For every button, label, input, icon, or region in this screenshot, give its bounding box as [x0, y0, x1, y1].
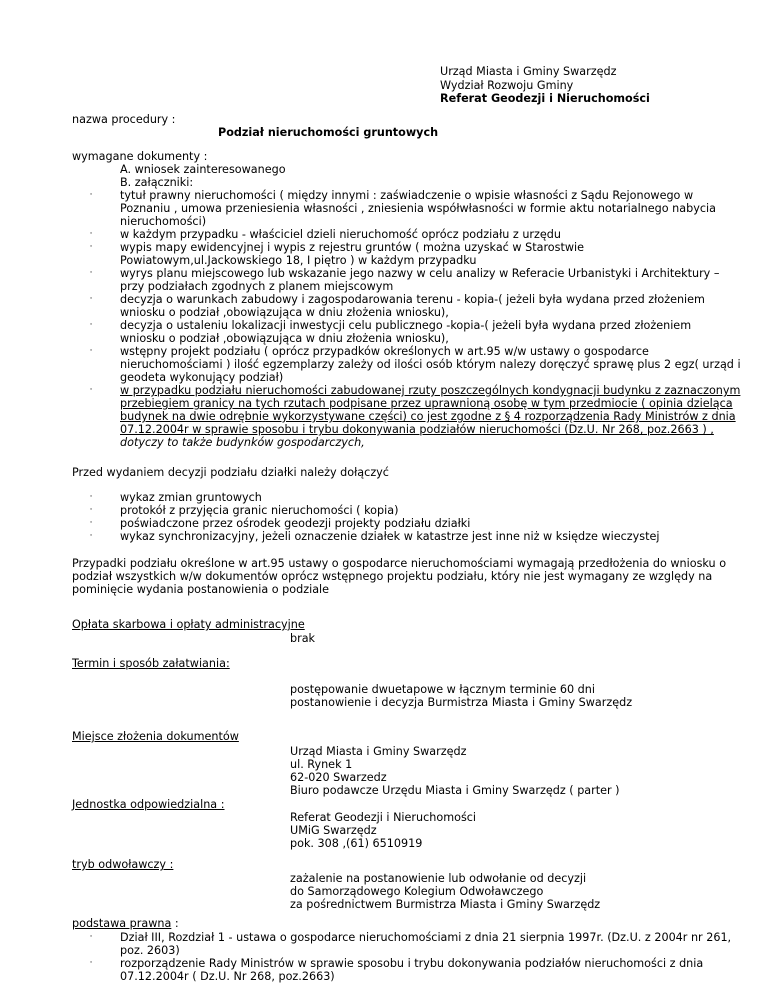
docs-item-b: B. załączniki:: [120, 176, 194, 189]
list-item: wykaz zmian gruntowych: [120, 491, 262, 504]
bullet: ·: [89, 958, 93, 968]
list-item: decyzja o ustaleniu lokalizacji inwestycji celu publicznego -kopia-( jeżeli była wydana przed złożeniem wniosku o podział ,obowiązująca w dniu złożenia wniosku),: [120, 319, 692, 345]
list-item: protokół z przyjęcia granic nieruchomości ( kopia): [120, 504, 399, 517]
list-item-underlined: w przypadku podziału nieruchomości zabudowanej rzuty poszczególnych kondygnacji budynku z zaznaczonym przebiegiem granicy na tych rzutach podpisane przez uprawnioną osobę w tym przedmiocie ( opinia dzieląca budynek na dwie odrębnie wykorzystywane części) co jest zgodne z § 4 rozporządzenia Rady Ministrów z dnia 07.12.2004r w sprawie sposobu i trybu dokonywania podziałów nieruchomości (Dz.U. Nr 268, poz.2663 ) ,: [120, 384, 741, 436]
list-item: decyzja o warunkach zabudowy i zagospodarowania terenu - kopia-( jeżeli była wydana przed złożeniem wniosku o podział ,obowiązująca w dniu złożenia wniosku),: [120, 293, 705, 319]
fees-label: Opłata skarbowa i opłaty administracyjne: [72, 618, 305, 631]
bullet: ·: [89, 320, 93, 330]
list-item: wypis mapy ewidencyjnej i wypis z rejestru gruntów ( można uzyskać w Starostwie Powiatowym,ul.Jackowskiego 18, I piętro ) w każdym przypadku: [120, 241, 584, 267]
office-name: Urząd Miasta i Gminy Swarzędz: [440, 65, 617, 78]
list-item: wstępny projekt podziału ( oprócz przypadków określonych w art.95 w/w ustawy o gospodarce nieruchomościami ) ilość egzemplarzy zależy od ilości osób którym nalezy doręczyć sprawę plus 2 egz( urząd i geodeta wykonujący podział): [120, 345, 741, 384]
bullet: ·: [89, 932, 93, 942]
department-name: Wydział Rozwoju Gminy: [440, 79, 574, 92]
bullet: ·: [89, 492, 93, 502]
legal-heading: [72, 917, 179, 930]
procedure-label: nazwa procedury :: [72, 113, 176, 126]
list-item: Dział III, Rozdział 1 - ustawa o gospodarce nieruchomościami z dnia 21 sierpnia 1997r. (Dz.U. z 2004r nr 261, poz. 2603): [120, 931, 732, 957]
legal-label: podstawa prawna: [72, 917, 172, 930]
list-item: wyrys planu miejscowego lub wskazanie jego nazwy w celu analizy w Referacie Urbanistyki i Architektury – przy podziałach zgodnych z planem miejscowym: [120, 267, 720, 293]
section-name: Referat Geodezji i Nieruchomości: [440, 92, 650, 105]
place-value: Urząd Miasta i Gminy Swarzędz ul. Rynek 1 62-020 Swarzedz Biuro podawcze Urzędu Miasta i Gminy Swarzędz ( parter ): [290, 745, 620, 797]
appeal-value: zażalenie na postanowienie lub odwołanie od decyzji do Samorządowego Kolegium Odwoławczego za pośrednictwem Burmistrza Miasta i Gminy Swarzędz: [290, 872, 601, 911]
bullet: ·: [89, 531, 93, 541]
bullet: ·: [89, 294, 93, 304]
docs-label: wymagane dokumenty :: [72, 150, 208, 163]
bullet: ·: [89, 385, 93, 395]
list-item: tytuł prawny nieruchomości ( między innymi : zaświadczenie o wpisie własności z Sądu Rejonowego w Poznaniu , umowa przeniesienia własności , zniesienia współwłasności w formie aktu notarialnego nabycia nieruchomości): [120, 189, 716, 228]
legal-colon: :: [171, 917, 179, 930]
procedure-title: Podział nieruchomości gruntowych: [218, 126, 439, 139]
list-item: poświadczone przez ośrodek geodezji projekty podziału działki: [120, 517, 471, 530]
bullet: ·: [89, 190, 93, 200]
cases-paragraph: Przypadki podziału określone w art.95 ustawy o gospodarce nieruchomościami wymagają przedłożenia do wniosku o podział wszystkich w/w dokumentów oprócz wstępnego projektu podziału, który nie jest wymagany ze względy na pominięcie wydania postanowienia o podziale: [72, 557, 727, 596]
list-item: rozporządzenie Rady Ministrów w sprawie sposobu i trybu dokonywania podziałów nieruchomości z dnia 07.12.2004r ( Dz.U. Nr 268, poz.2663): [120, 957, 704, 983]
unit-value: Referat Geodezji i Nieruchomości UMiG Swarzędz pok. 308 ,(61) 6510919: [290, 811, 477, 850]
appeal-label: tryb odwoławczy :: [72, 858, 174, 871]
list-item-italic: dotyczy to także budynków gospodarczych,: [120, 436, 365, 449]
bullet: ·: [89, 346, 93, 356]
term-label: Termin i sposób załatwiania:: [72, 657, 230, 670]
term-value: postępowanie dwuetapowe w łącznym terminie 60 dni postanowienie i decyzja Burmistrza Miasta i Gminy Swarzędz: [290, 683, 633, 709]
docs-item-a: A. wniosek zainteresowanego: [120, 163, 286, 176]
bullet: ·: [89, 268, 93, 278]
place-label: Miejsce złożenia dokumentów: [72, 730, 239, 743]
fees-value: brak: [290, 632, 316, 645]
unit-label: Jednostka odpowiedzialna :: [72, 798, 225, 811]
list-item: wykaz synchronizacyjny, jeżeli oznaczenie działek w katastrze jest inne niż w księdze wieczystej: [120, 530, 660, 543]
bullet: ·: [89, 242, 93, 252]
bullet: ·: [89, 229, 93, 239]
bullet: ·: [89, 518, 93, 528]
before-label: Przed wydaniem decyzji podziału działki należy dołączyć: [72, 466, 389, 479]
list-item: w każdym przypadku - właściciel dzieli nieruchomość oprócz podziału z urzędu: [120, 228, 561, 241]
bullet: ·: [89, 505, 93, 515]
